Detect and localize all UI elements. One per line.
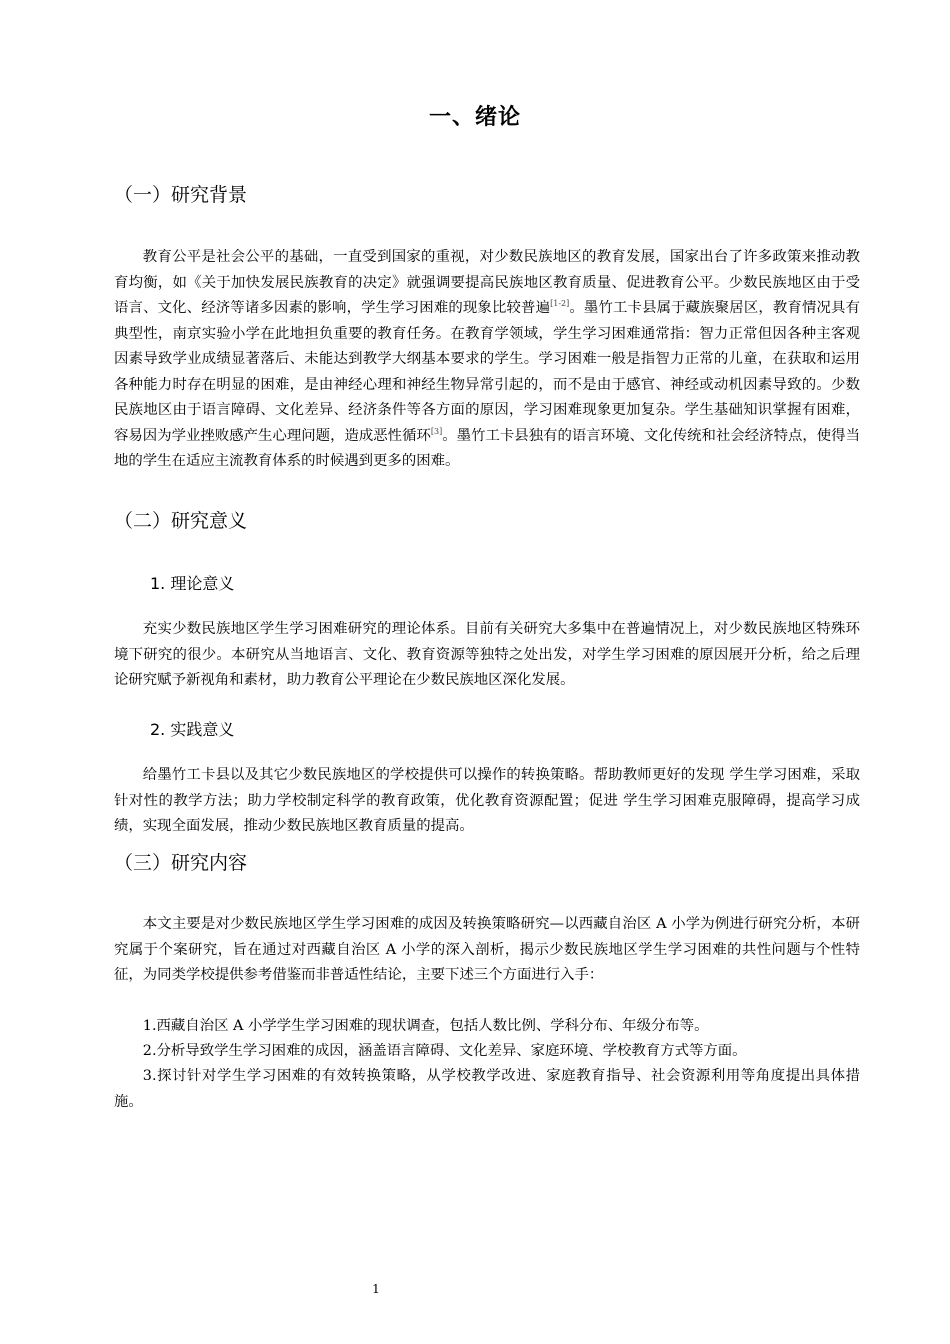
citation-3: [3] bbox=[430, 426, 443, 436]
background-text-c: 。墨竹工卡县独有的语言环境、文化传统和社会经济特点，使得当地的学生在适应主流教育体系的时候遇到更多的困难。 bbox=[114, 427, 860, 469]
background-text-a: 教育公平是社会公平的基础，一直受到国家的重视，对少数民族地区的教育发展，国家出台了许多政策来推动教育均衡，如《关于加快发展民族教育的决定》就强调要提高民族地区教育质量、促进教育公平。少数民族地区由于受语言、文化、经济等诸多因素的影响，学生学习困难的现象比较普遍 bbox=[114, 249, 860, 316]
content-intro-paragraph: 本文主要是对少数民族地区学生学习困难的成因及转换策略研究—以西藏自治区 A 小学为例进行研究分析，本研究属于个案研究，旨在通过对西藏自治区 A 小学的深入剖析，揭示少数民族地区学生学习困难的共性问题与个性特征，为同类学校提供参考借鉴而非普适性结论，主要下述三个方面进行入手： bbox=[114, 916, 860, 983]
content-list-item: 1.西藏自治区 A 小学学生学习困难的现状调查，包括人数比例、学科分布、年级分布等。 bbox=[142, 1018, 709, 1034]
section-heading-content: （三）研究内容 bbox=[114, 852, 248, 874]
subheading-theoretical: 1. 理论意义 bbox=[150, 574, 235, 593]
background-text-b: 。墨竹工卡县属于藏族聚居区，教育情况具有典型性，南京实验小学在此地担负重要的教育任务。在教育学领域，学生学习困难通常指：智力正常但因各种主客观因素导致学业成绩显著落后、未能达到教学大纲基本要求的学生。学习困难一般是指智力正常的儿童，在获取和运用各种能力时存在明显的困难，是由神经心理和神经生物异常引起的，而不是由于感官、神经或动机因素导致的。少数民族地区由于语言障碍、文化差异、经济条件等各方面的原因，学习困难现象更加复杂。学生基础知识掌握有困难，容易因为学业挫败感产生心理问题，造成恶性循环 bbox=[114, 300, 860, 444]
page-number: 1 bbox=[372, 1282, 380, 1296]
theoretical-paragraph: 充实少数民族地区学生学习困难研究的理论体系。目前有关研究大多集中在普遍情况上，对少数民族地区特殊环境下研究的很少。本研究从当地语言、文化、教育资源等独特之处出发，对学生学习困难的原因展开分析，给之后理论研究赋予新视角和素材，助力教育公平理论在少数民族地区深化发展。 bbox=[114, 621, 860, 688]
section-heading-significance: （二）研究意义 bbox=[114, 510, 248, 532]
subheading-practical: 2. 实践意义 bbox=[150, 720, 235, 739]
content-list-item: 3.探讨针对学生学习困难的有效转换策略，从学校教学改进、家庭教育指导、社会资源利用等角度提出具体措施。 bbox=[114, 1068, 860, 1110]
chapter-title: 一、绪论 bbox=[428, 105, 521, 130]
citation-1-2: [1-2] bbox=[550, 299, 570, 309]
section-heading-background: （一）研究背景 bbox=[114, 184, 248, 206]
content-list-item: 2.分析导致学生学习困难的成因，涵盖语言障碍、文化差异、家庭环境、学校教育方式等方面。 bbox=[142, 1043, 747, 1059]
practical-paragraph: 给墨竹工卡县以及其它少数民族地区的学校提供可以操作的转换策略。帮助教师更好的发现 学生学习困难，采取针对性的教学方法；助力学校制定科学的教育政策，优化教育资源配置；促进 学生学习困难克服障碍，提高学习成绩，实现全面发展，推动少数民族地区教育质量的提高。 bbox=[114, 767, 860, 834]
background-paragraph bbox=[114, 245, 860, 475]
